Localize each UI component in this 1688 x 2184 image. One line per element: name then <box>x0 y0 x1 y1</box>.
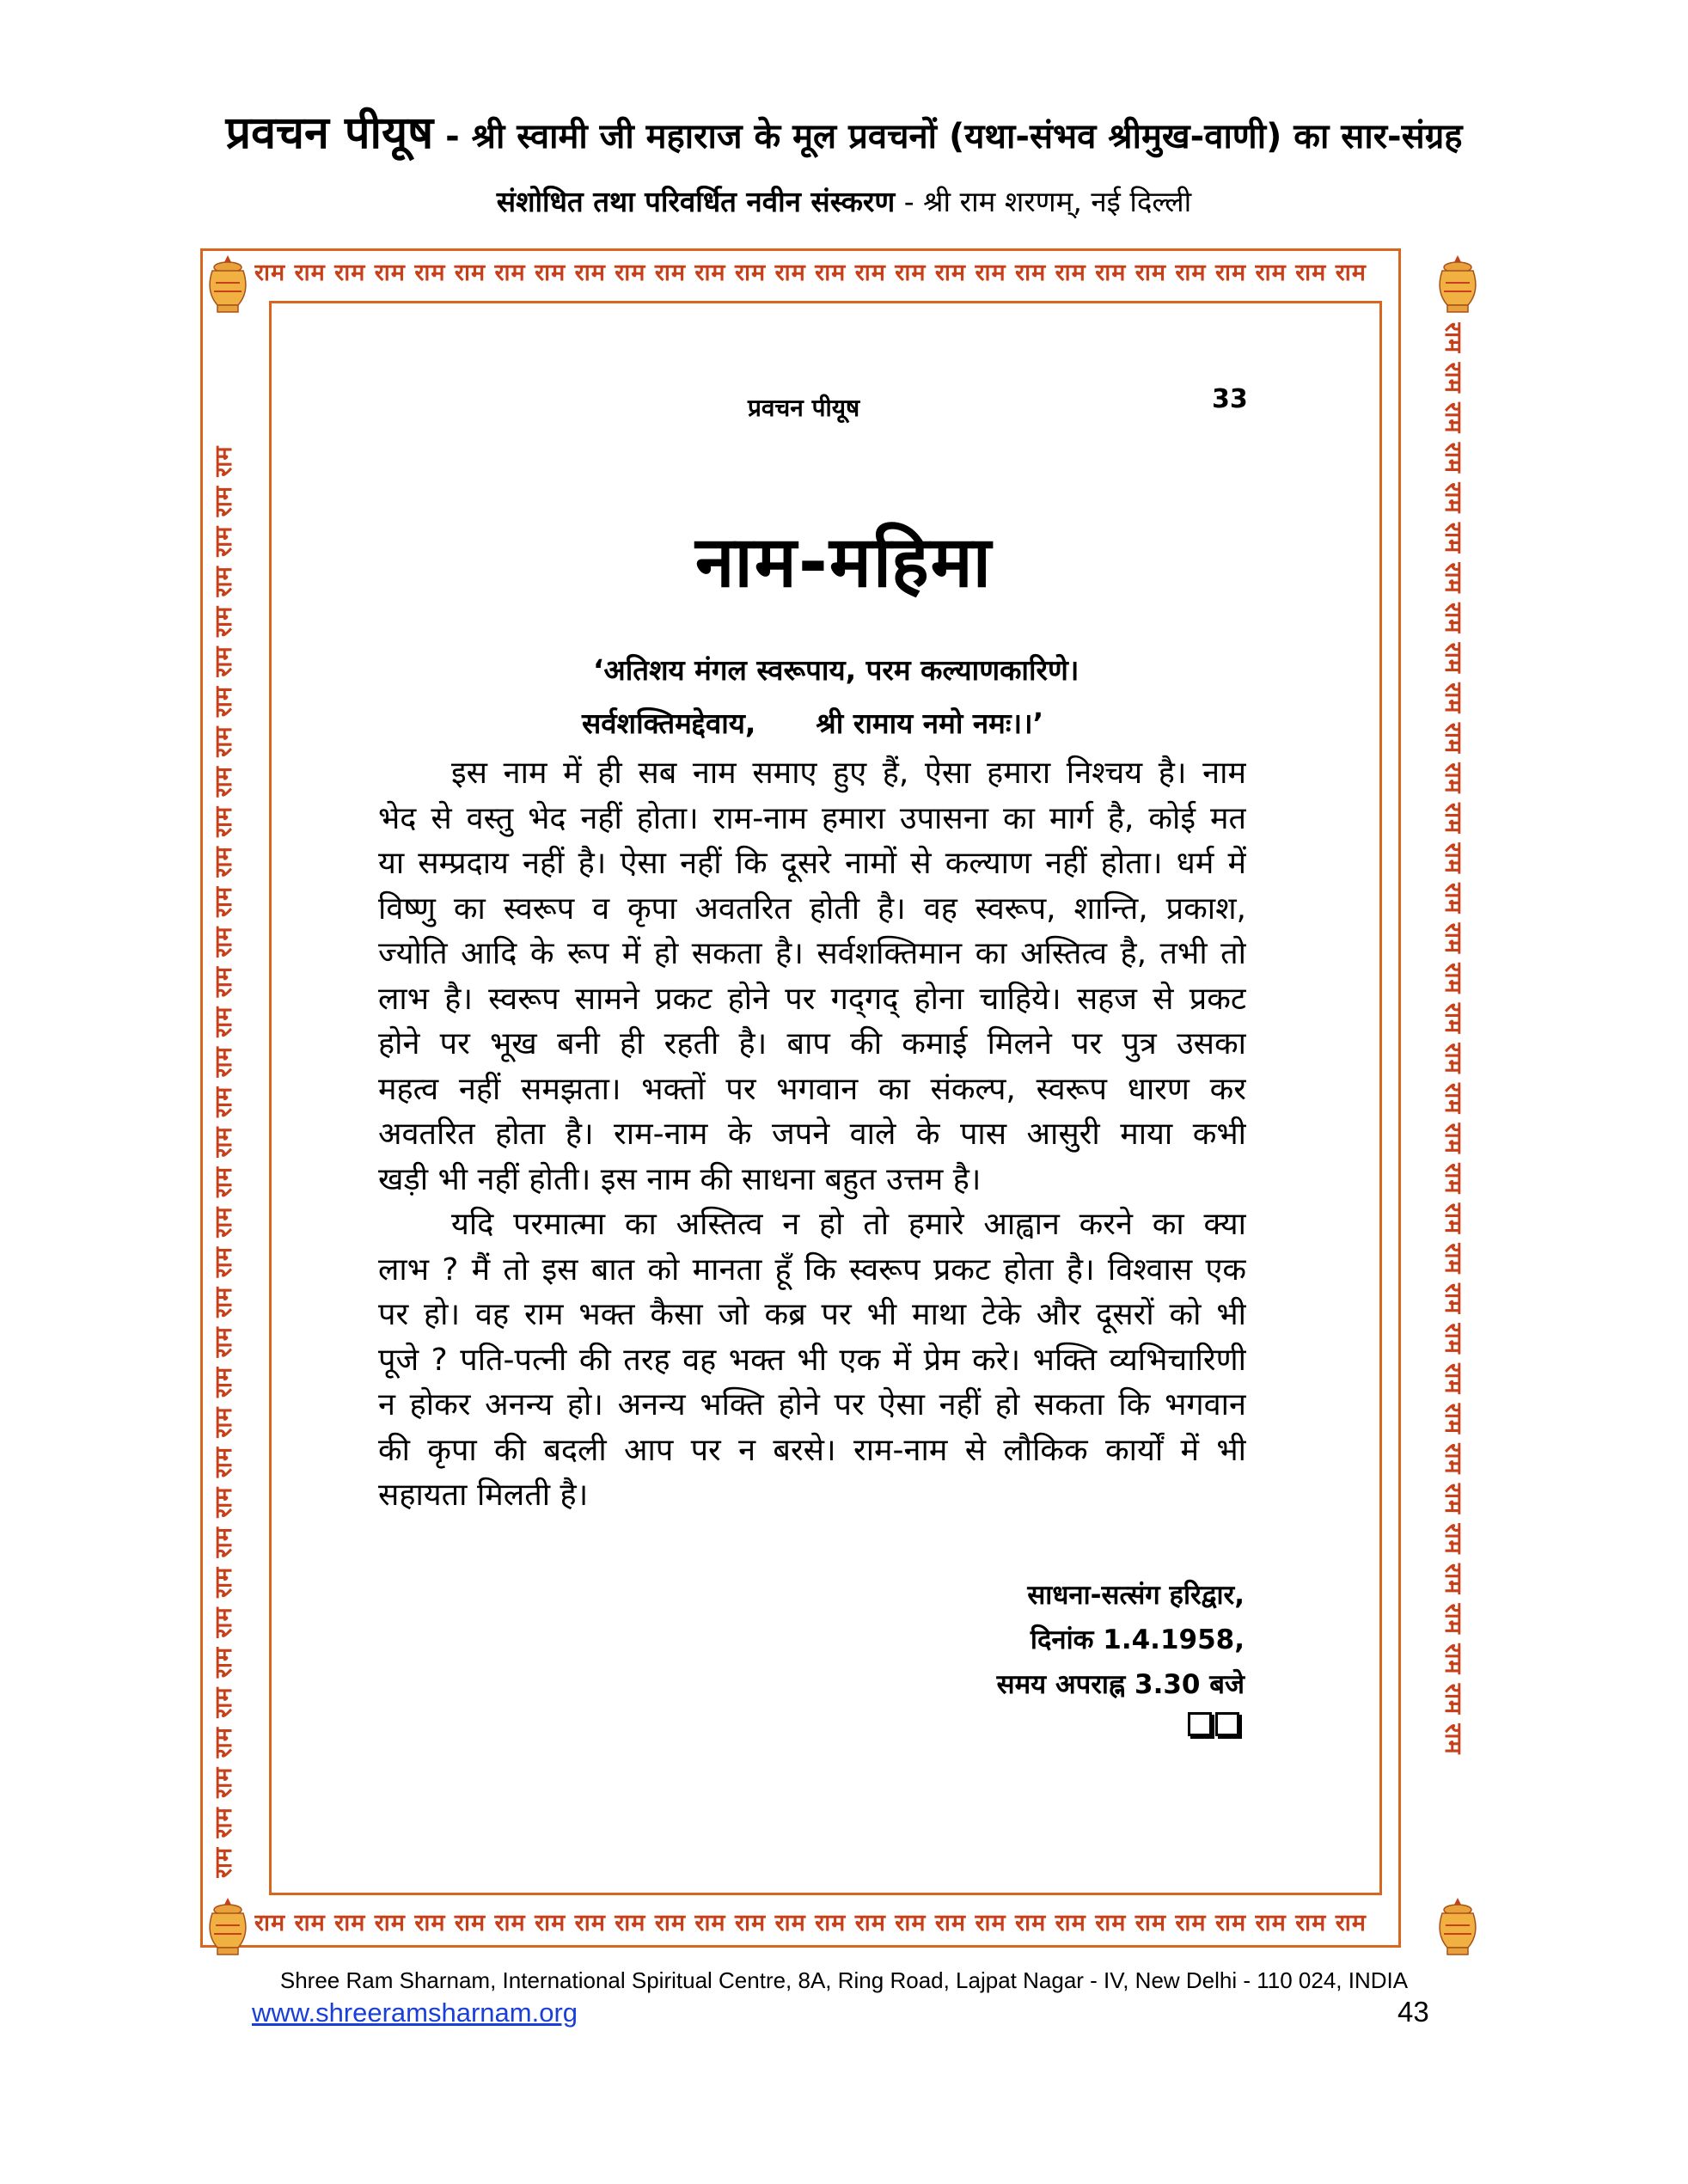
sloka-line-2-part-a: सर्वशक्तिमद्देवाय, <box>582 707 756 740</box>
sloka-line-2 <box>582 702 1043 745</box>
text-line: लाभ है। स्वरूप सामने प्रकट होने पर गद्‌गद् होना चाहिये। सहज से प्रकट <box>378 981 1246 1017</box>
title-separator: - <box>433 117 472 156</box>
border-ram-text-bottom: राम राम राम राम राम राम राम राम राम राम राम राम राम राम राम राम राम राम राम राम राम राम राम राम राम राम राम राम <box>254 1910 1367 1936</box>
chapter-title: नाम-महिमा <box>695 522 993 603</box>
running-title: प्रवचन पीयूष <box>748 394 860 422</box>
border-ram-text-top: राम राम राम राम राम राम राम राम राम राम राम राम राम राम राम राम राम राम राम राम राम राम राम राम राम राम राम राम <box>254 260 1367 286</box>
website-link[interactable]: www.shreeramsharnam.org <box>252 1997 578 2028</box>
text-line: अवतरित होता है। राम-नाम के जपने वाले के पास आसुरी माया कभी <box>378 1116 1246 1152</box>
text-line: न होकर अनन्य हो। अनन्य भक्ति होने पर ऐसा नहीं हो सकता कि भगवान <box>378 1387 1246 1422</box>
text-line: पर हो। वह राम भक्त कैसा जो कब्र पर भी माथा टेके और दूसरों को भी <box>378 1297 1246 1332</box>
border-ram-text-right: राम राम राम राम राम राम राम राम राम राम राम राम राम राम राम राम राम राम राम राम राम राम राम राम राम राम राम राम राम राम राम राम राम राम राम राम <box>1440 322 1466 1755</box>
text-line: सहायता मिलती है। <box>378 1477 589 1513</box>
text-line: की कृपा की बदली आप पर न बरसे। राम-नाम से लौकिक कार्यों में भी <box>378 1432 1246 1468</box>
text-line: महत्व नहीं समझता। भक्तों पर भगवान का संकल्प, स्वरूप धारण कर <box>378 1071 1246 1107</box>
kalash-urn-icon <box>1430 254 1485 315</box>
kalash-urn-icon <box>1430 1896 1485 1958</box>
edition-publisher: - श्री राम शरणम्, नई दिल्ली <box>895 185 1192 218</box>
book-page-number: 33 <box>1212 384 1248 414</box>
text-line: लाभ ? मैं तो इस बात को मानता हूँ कि स्वरूप प्रकट होता है। विश्वास एक <box>378 1251 1246 1288</box>
edition-line <box>0 180 1688 223</box>
text-line: होने पर भूख बनी ही रहती है। बाप की कमाई मिलने पर पुत्र उसका <box>378 1026 1246 1061</box>
signature-place: साधना-सत्संग हरिद्वार, <box>1027 1580 1245 1611</box>
body-text <box>378 751 1246 1519</box>
signature-time: समय अपराह्न 3.30 बजे <box>996 1669 1245 1700</box>
footer-page-number: 43 <box>1397 1996 1429 2028</box>
sloka-line-2-part-b: श्री रामाय नमो नमः।।’ <box>816 707 1044 740</box>
text-line: इस नाम में ही सब नाम समाए हुए हैं, ऐसा हमारा निश्चय है। नाम <box>451 756 1246 791</box>
text-line: पूजे ? पति-पत्नी की तरह वह भक्त भी एक में प्रेम करे। भक्ति व्यभिचारिणी <box>378 1342 1246 1378</box>
text-line: भेद से वस्तु भेद नहीं होता। राम-नाम हमारा उपासना का मार्ग है, कोई मत <box>378 800 1246 836</box>
text-line: विष्णु का स्वरूप व कृपा अवतरित होती है। वह स्वरूप, शान्ति, प्रकाश, <box>378 890 1246 927</box>
sloka-line-1: ‘अतिशय मंगल स्वरूपाय, परम कल्याणकारिणे। <box>593 653 1079 687</box>
text-line: खड़ी भी नहीं होती। इस नाम की साधना बहुत उत्तम है। <box>378 1161 982 1197</box>
book-title: प्रवचन पीयूष <box>225 107 434 159</box>
text-line: ज्योति आदि के रूप में हो सकता है। सर्वशक्तिमान का अस्तित्व है, तभी तो <box>378 936 1246 971</box>
border-ram-text-left: राम राम राम राम राम राम राम राम राम राम राम राम राम राम राम राम राम राम राम राम राम राम राम राम राम राम राम राम राम राम राम राम राम राम राम राम <box>211 445 237 1878</box>
signature-date: दिनांक 1.4.1958, <box>1030 1624 1245 1655</box>
end-mark-icon <box>1184 1712 1239 1743</box>
kalash-urn-icon <box>200 1896 255 1958</box>
document-header-title <box>0 107 1688 162</box>
book-subtitle: श्री स्वामी जी महाराज के मूल प्रवचनों (यथा-संभव श्रीमुख-वाणी) का सार-संग्रह <box>471 117 1463 156</box>
kalash-urn-icon <box>200 254 255 315</box>
text-line: यदि परमात्मा का अस्तित्व न हो तो हमारे आह्वान करने का क्या <box>451 1207 1246 1242</box>
footer-address: Shree Ram Sharnam, International Spiritual Centre, 8A, Ring Road, Lajpat Nagar - IV, New Delhi - 110 024, INDIA <box>279 1967 1409 1993</box>
edition-label: संशोधित तथा परिवर्धित नवीन संस्करण <box>496 185 896 218</box>
text-line: या सम्प्रदाय नहीं है। ऐसा नहीं कि दूसरे नामों से कल्याण नहीं होता। धर्म में <box>378 846 1246 881</box>
